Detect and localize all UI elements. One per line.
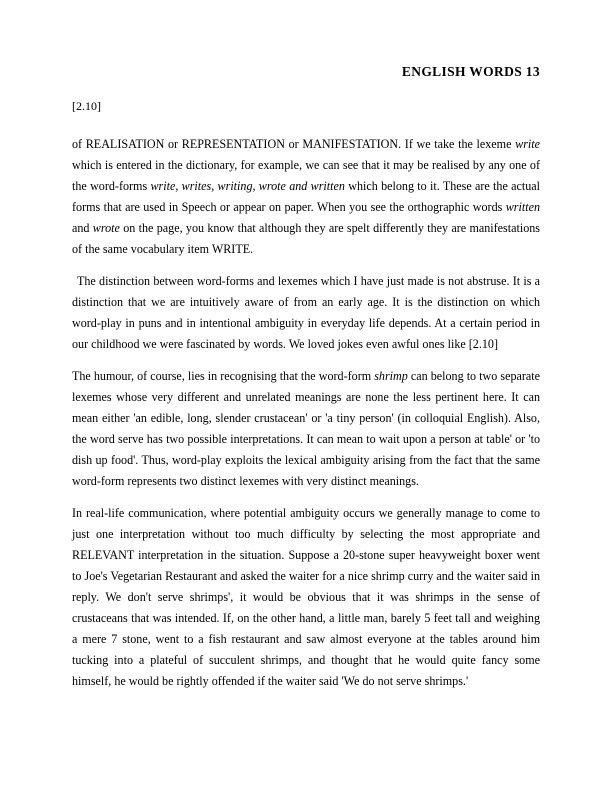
paragraph-3 <box>72 366 540 492</box>
running-head: ENGLISH WORDS 13 <box>401 64 540 79</box>
p3-segment-2: can belong to two separate lexemes whose very different and unrelated meanings are none the less pertinent here. It can mean either 'an edible, long, slender crustacean' or 'a tiny person' (in colloquial English). Also, the word serve has two possible interpretations. It can mean to wait upon a person at table' or 'to dish up food'. Thus, word-play exploits the lexical ambiguity arising from the fact that the same word-form represents two distinct lexemes with very distinct meanings. <box>72 369 540 488</box>
p1-emphasis-written: written <box>505 200 540 214</box>
section-marker: [2.10] <box>72 99 101 113</box>
p3-segment-1: The humour, of course, lies in recognising that the word-form <box>72 369 375 383</box>
p1-segment-5: on the page, you know that although they are spelt differently they are manifestations of the same vocabulary item WRITE. <box>72 221 540 256</box>
p1-segment-1: of REALISATION or REPRESENTATION or MANIFESTATION. If we take the lexeme <box>72 137 516 151</box>
p1-segment-3: which belong to it. These are the actual forms that are used in Speech or appear on paper. When you see the orthographic words <box>72 179 540 214</box>
paragraph-2: The distinction between word-forms and lexemes which I have just made is not abstruse. It is a distinction that we are intuitively aware of from an early age. It is the distinction on which word-play in puns and in intentional ambiguity in everyday life depends. At a certain period in our childhood we were fascinated by words. We loved jokes even awful ones like [2.10] <box>72 274 540 351</box>
page-body <box>72 96 540 692</box>
p1-emphasis-word-forms: write, writes, writing, wrote and written <box>150 179 345 193</box>
paragraph-1 <box>72 134 540 260</box>
p1-emphasis-write: write <box>515 137 540 151</box>
paragraph-4: In real-life communication, where potential ambiguity occurs we generally manage to come to just one interpretation without too much difficulty by selecting the most appropriate and RELEVANT interpretation in the situation. Suppose a 20-stone super heavyweight boxer went to Joe's Vegetarian Restaurant and asked the waiter for a nice shrimp curry and the waiter said in reply. We don't serve shrimps', it would be obvious that it was shrimps in the sense of crustaceans that was intended. If, on the other hand, a little man, barely 5 feet tall and weighing a mere 7 stone, went to a fish restaurant and saw almost everyone at the tables around him tucking into a plateful of succulent shrimps, and thought that he would quite fancy some himself, he would be rightly offended if the waiter said 'We do not serve shrimps.' <box>72 506 540 688</box>
p1-segment-4: and <box>72 221 93 235</box>
p3-emphasis-shrimp: shrimp <box>374 369 408 383</box>
p1-segment-2: which is entered in the dictionary, for example, we can see that it may be realised by any one of the word-forms <box>72 158 540 193</box>
p1-emphasis-wrote: wrote <box>92 221 120 235</box>
